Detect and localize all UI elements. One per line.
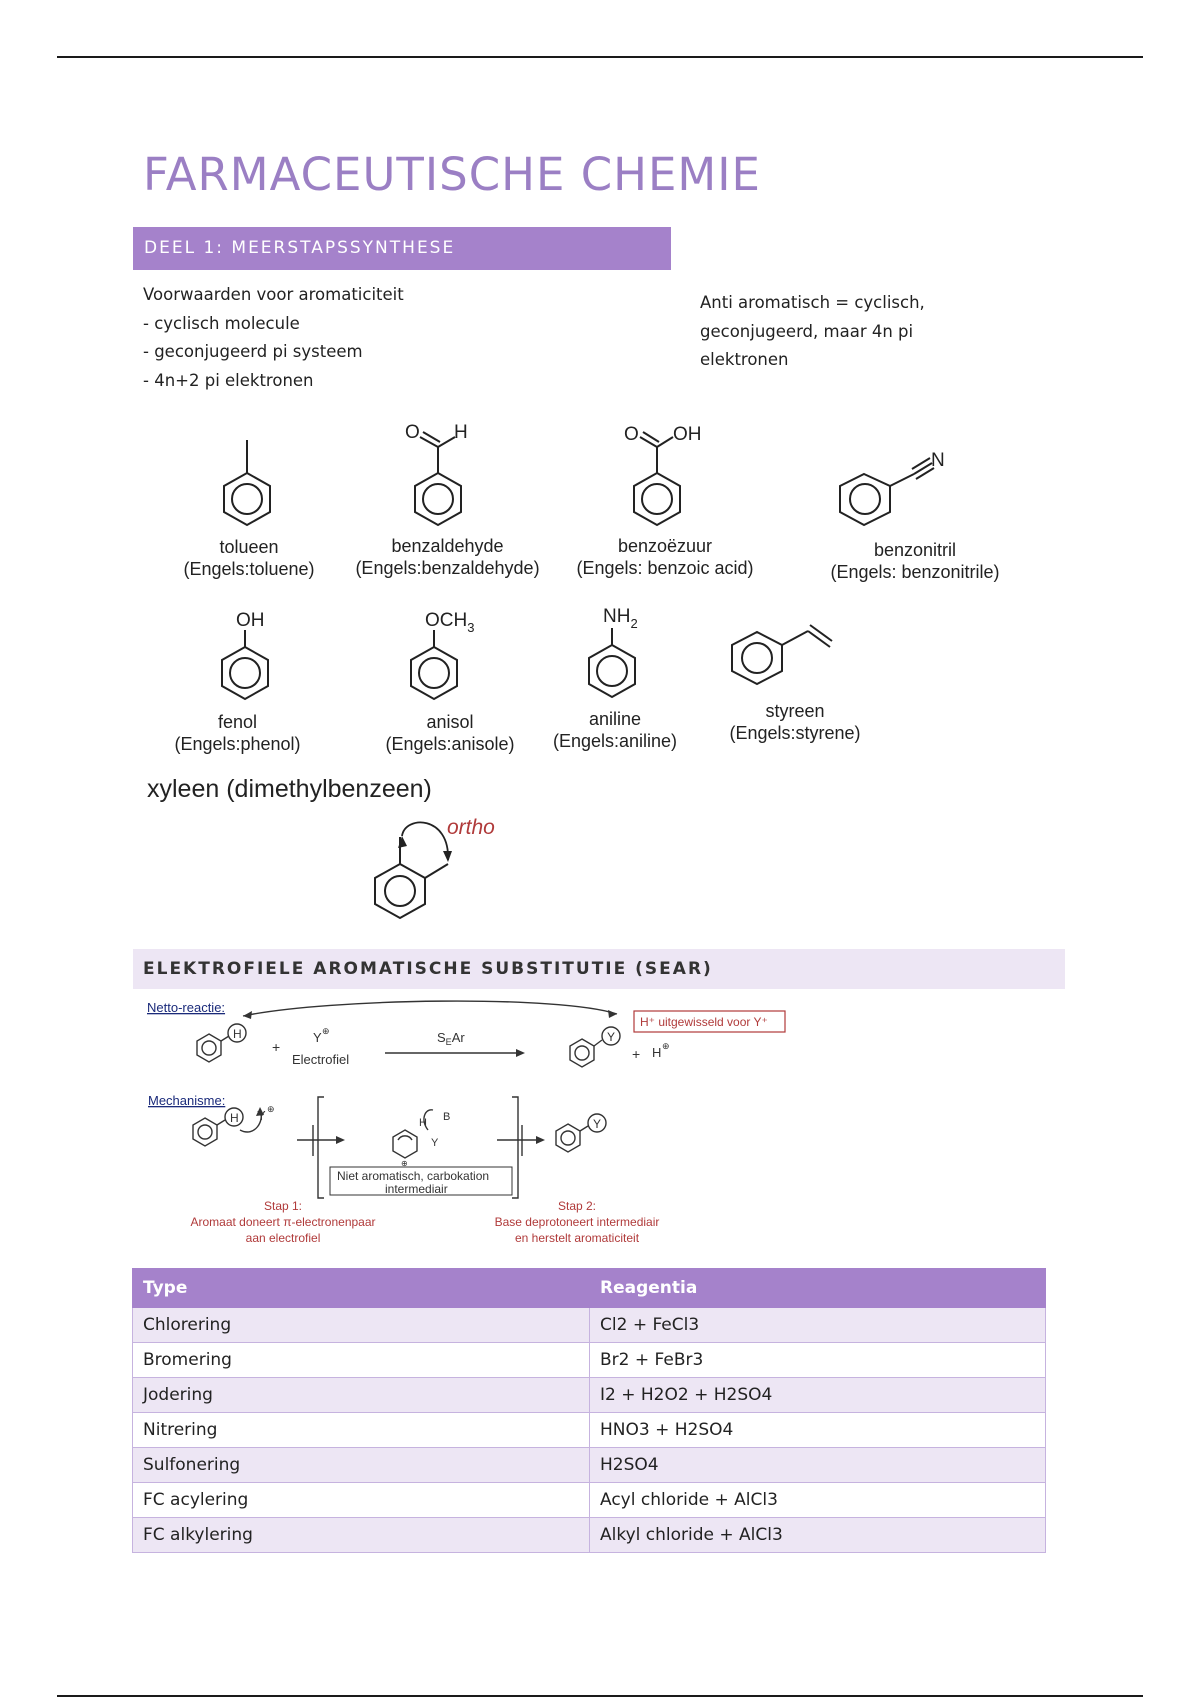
- electrophile-charge: ⊕: [322, 1026, 330, 1036]
- svg-text:B: B: [443, 1111, 451, 1123]
- section-heading-1: DEEL 1: MEERSTAPSSYNTHESE: [133, 227, 671, 270]
- intermediate-note-2: intermediair: [385, 1182, 448, 1196]
- svg-text:aan electrofiel: aan electrofiel: [245, 1231, 321, 1245]
- plus-sign: +: [272, 1039, 281, 1055]
- acid-o: O: [624, 424, 639, 445]
- aniline-nh2: $NH_2$: [603, 606, 638, 631]
- molecule-label-benzonitrile: benzonitril (Engels: benzonitrile): [830, 540, 1000, 582]
- molecule-label-styrene: styreen (Engels:styrene): [729, 701, 861, 743]
- bottom-rule: [57, 1695, 1143, 1697]
- table-row: FC acylering Acyl chloride + AlCl3: [133, 1483, 1046, 1518]
- svg-text:Y: Y: [257, 1108, 266, 1123]
- column-header-reagentia: Reagentia: [590, 1269, 1046, 1308]
- table-row: Chlorering Cl2 + FeCl3: [133, 1308, 1046, 1343]
- table-row: Sulfonering H2SO4: [133, 1448, 1046, 1483]
- proton-charge: ⊕: [662, 1041, 670, 1051]
- svg-text:Stap 1:: Stap 1:: [263, 1199, 303, 1213]
- svg-text:en herstelt aromaticiteit: en herstelt aromaticiteit: [514, 1231, 640, 1245]
- step1-note: [190, 1199, 375, 1245]
- intermediate-note-1: Niet aromatisch, carbokation: [337, 1169, 490, 1183]
- table-header-row: [133, 1269, 1046, 1308]
- svg-text:H: H: [419, 1117, 427, 1129]
- svg-text:Aromaat doneert π-electronenpa: Aromaat doneert π-electronenpaar: [190, 1215, 376, 1229]
- reactant-benzene: [197, 1024, 246, 1062]
- sear-scheme: [0, 990, 1200, 1260]
- anti-aromatic-note: Anti aromatisch = cyclisch, geconjugeerd, maar 4n pi elektronen: [700, 293, 925, 369]
- svg-text:Y: Y: [593, 1117, 602, 1131]
- phenol-oh: OH: [236, 610, 265, 631]
- condition-line: - 4n+2 pi elektronen: [143, 370, 314, 390]
- plus-sign-2: +: [632, 1046, 641, 1062]
- molecule-label-anisole: anisol (Engels:anisole): [385, 712, 515, 754]
- aldehyde-h: H: [454, 422, 468, 443]
- benzoic-acid-structure: [624, 424, 702, 525]
- svg-text:Stap 2:: Stap 2:: [557, 1199, 597, 1213]
- nitrile-n: N: [931, 450, 945, 471]
- anisole-structure: [411, 610, 474, 699]
- mechanism-product: [556, 1114, 606, 1152]
- acid-oh: OH: [673, 424, 702, 445]
- reagents-table: [132, 1268, 1046, 1553]
- mechanism-intermediate: [393, 1110, 450, 1168]
- condition-line: - cyclisch molecule: [143, 313, 300, 333]
- section-heading-2: ELEKTROFIELE AROMATISCHE SUBSTITUTIE (SEAR): [133, 949, 1065, 989]
- benzaldehyde-structure: [405, 422, 468, 525]
- page-title: FARMACEUTISCHE CHEMIE: [143, 148, 761, 201]
- xylene-heading: xyleen (dimethylbenzeen): [147, 775, 432, 803]
- column-header-type: Type: [133, 1269, 590, 1308]
- svg-text:H: H: [233, 1027, 242, 1041]
- sear-arrow-label: $S_EAr$: [437, 1030, 465, 1047]
- benzonitrile-structure: [840, 450, 945, 525]
- toluene-structure: [224, 440, 270, 525]
- condition-line: - geconjugeerd pi systeem: [143, 342, 363, 361]
- aniline-structure: [589, 606, 638, 697]
- svg-text:Y: Y: [431, 1137, 439, 1149]
- phenol-structure: [222, 610, 268, 699]
- svg-text:Base deprotoneert intermediair: Base deprotoneert intermediair: [494, 1215, 660, 1229]
- exchange-note: H⁺ uitgewisseld voor Y⁺: [640, 1015, 768, 1029]
- product-benzene: [570, 1027, 620, 1067]
- molecule-label-benzoic-acid: benzoëzuur (Engels: benzoic acid): [576, 536, 754, 578]
- molecule-label-toluene: tolueen (Engels:toluene): [183, 537, 315, 579]
- table-row: Bromering Br2 + FeBr3: [133, 1343, 1046, 1378]
- step2-note: [495, 1199, 660, 1245]
- molecule-label-benzaldehyde: benzaldehyde (Engels:benzaldehyde): [355, 536, 540, 578]
- ortho-label: ortho: [447, 816, 495, 839]
- electrofiel-label: Electrofiel: [292, 1052, 350, 1067]
- table-row: Jodering I2 + H2O2 + H2SO4: [133, 1378, 1046, 1413]
- netto-reactie-label: Netto-reactie:: [147, 1000, 226, 1015]
- electrophile-y: Y: [313, 1030, 322, 1045]
- mechanisme-label: Mechanisme:: [148, 1093, 226, 1108]
- proton-h: H: [652, 1045, 662, 1060]
- molecule-label-phenol: fenol (Engels:phenol): [174, 712, 301, 754]
- svg-text:Y: Y: [607, 1030, 616, 1044]
- svg-text:⊕: ⊕: [267, 1104, 275, 1114]
- aldehyde-o: O: [405, 422, 420, 443]
- styrene-structure: [732, 625, 832, 684]
- condition-line: Voorwaarden voor aromaticiteit: [143, 285, 404, 304]
- svg-text:H: H: [230, 1111, 239, 1125]
- table-row: Nitrering HNO3 + H2SO4: [133, 1413, 1046, 1448]
- mechanism-reactant: [193, 1104, 275, 1146]
- ortho-xylene-structure: [375, 816, 495, 918]
- table-row: FC alkylering Alkyl chloride + AlCl3: [133, 1518, 1046, 1553]
- molecule-label-aniline: aniline (Engels:aniline): [552, 709, 678, 751]
- svg-text:⊕: ⊕: [401, 1159, 408, 1168]
- anisole-och3: $OCH_3$: [425, 610, 475, 635]
